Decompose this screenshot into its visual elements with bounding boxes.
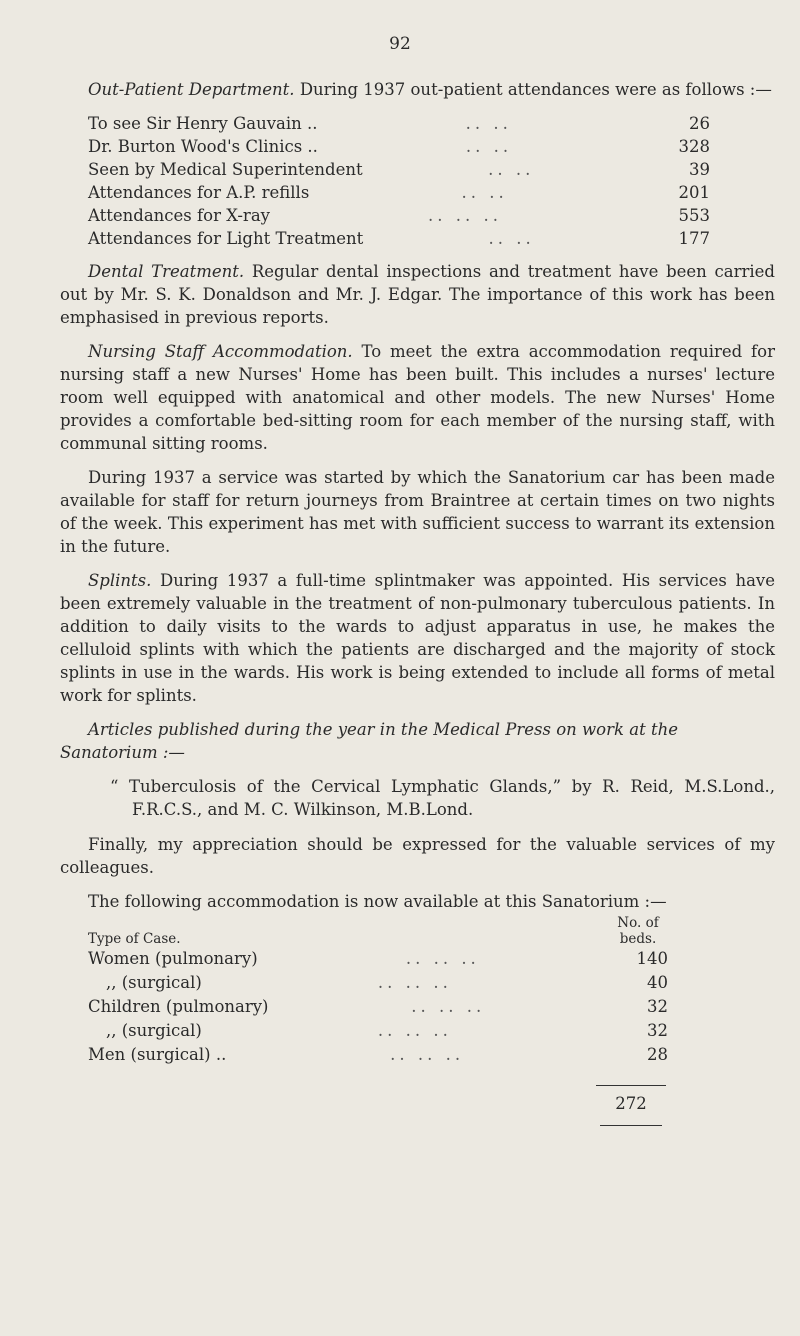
splints-heading: Splints. <box>88 571 152 590</box>
list-item <box>88 158 710 181</box>
column-header-type: Type of Case. <box>88 931 181 947</box>
outpatient-paragraph <box>60 78 775 101</box>
list-item-value: 39 <box>689 160 710 179</box>
case-type: Women (pulmonary) <box>88 949 258 968</box>
bed-count: 32 <box>647 1021 668 1040</box>
list-item-value: 328 <box>678 137 710 156</box>
nursing-paragraph <box>60 340 775 455</box>
leader-dots: .. .. .. <box>377 1021 452 1040</box>
leader-dots: .. .. <box>465 114 512 133</box>
leader-dots: .. .. <box>465 137 513 156</box>
accommodation-intro: The following accommodation is now available at this Sanatorium :— <box>88 892 667 911</box>
list-item-label: Dr. Burton Wood's Clinics .. <box>88 137 318 156</box>
leader-dots: .. .. <box>488 160 535 179</box>
divider <box>600 1125 662 1126</box>
case-type: ,, (surgical) <box>106 1021 202 1040</box>
case-type: ,, (surgical) <box>106 973 202 992</box>
table-row <box>88 995 668 1019</box>
list-item <box>88 227 710 250</box>
splints-text: During 1937 a full-time splintmaker was appointed. His services have been extremely valuable in the treatment of non-pulmonary tuberculous patients. In addition to daily visits to the wards to adjust apparatus in use, he makes the celluloid splints with which the patients are discharged and the majority of stock splints in use in the wards. His work is being extended to include all forms of metal work for splints. <box>60 571 776 705</box>
dental-heading: Dental Treatment. <box>88 262 245 281</box>
table-row <box>88 971 668 995</box>
dental-text: Regular dental inspections and treatment have been carried out by Mr. S. K. Donaldson and Mr. J. Edgar. The importance of this work has been emphasised in previous reports. <box>60 262 775 327</box>
case-type: Children (pulmonary) <box>88 997 269 1016</box>
accommodation-table <box>88 915 668 1126</box>
table-header <box>88 915 668 947</box>
leader-dots: .. .. <box>461 183 508 202</box>
bed-count: 28 <box>647 1045 668 1064</box>
service-paragraph: During 1937 a service was started by which the Sanatorium car has been made available for staff for return journeys from Braintree at certain times on two nights of the week. This experiment has met with sufficient success to warrant its extension in the future. <box>60 468 775 556</box>
case-type: Men (surgical) .. <box>88 1045 227 1064</box>
list-item <box>88 181 710 204</box>
closing-paragraph: Finally, my appreciation should be expressed for the valuable services of my colleagues. <box>60 835 775 877</box>
outpatient-list <box>88 112 710 250</box>
page-number: 92 <box>389 34 411 54</box>
outpatient-heading: Out-Patient Department. <box>88 80 295 99</box>
table-row <box>88 1019 668 1043</box>
table-row <box>88 947 668 971</box>
list-item-label: To see Sir Henry Gauvain .. <box>88 114 318 133</box>
outpatient-intro: During 1937 out-patient attendances were as follows :— <box>299 80 772 99</box>
leader-dots: .. .. .. <box>411 997 486 1016</box>
list-item-label: Seen by Medical Superintendent <box>88 160 363 179</box>
column-header-beds: No. of beds. <box>617 915 659 947</box>
list-item-value: 26 <box>689 114 710 133</box>
leader-dots: .. .. .. <box>390 1045 465 1064</box>
article-reference: “ Tuberculosis of the Cervical Lymphatic Glands,” by R. Reid, M.S.Lond., F.R.C.S., and M. C. Wilkinson, M.B.Lond. <box>110 777 775 819</box>
list-item-value: 177 <box>678 229 710 248</box>
list-item-label: Attendances for X-ray <box>88 206 270 225</box>
list-item <box>88 135 710 158</box>
nursing-heading: Nursing Staff Accommodation. <box>88 342 353 361</box>
table-row <box>88 1043 668 1067</box>
leader-dots: .. .. <box>488 229 535 248</box>
list-item <box>88 112 710 135</box>
leader-dots: .. .. .. <box>377 973 452 992</box>
list-item-value: 201 <box>678 183 710 202</box>
bed-count: 32 <box>647 997 668 1016</box>
bed-count: 140 <box>636 949 668 968</box>
page-body <box>60 78 775 1126</box>
nursing-text: To meet the extra accommodation required for nursing staff a new Nurses' Home has been built. This includes a nurses' lecture room well equipped with anatomical and other models. The new Nurses' Home provides a comfortable bed-sitting room for each member of the nursing staff, with communal sitting rooms. <box>60 342 775 453</box>
dental-paragraph <box>60 260 775 329</box>
splints-paragraph <box>60 569 775 707</box>
articles-heading-text: Articles published during the year in the Medical Press on work at the Sanatorium :— <box>60 720 678 762</box>
articles-heading <box>60 718 775 764</box>
total-block <box>596 1085 666 1126</box>
total-beds: 272 <box>615 1094 647 1113</box>
list-item-label: Attendances for A.P. refills <box>88 183 310 202</box>
list-item <box>88 204 710 227</box>
leader-dots: .. .. .. <box>428 206 502 225</box>
leader-dots: .. .. .. <box>405 949 480 968</box>
bed-count: 40 <box>647 973 668 992</box>
list-item-label: Attendances for Light Treatment <box>88 229 364 248</box>
list-item-value: 553 <box>678 206 710 225</box>
